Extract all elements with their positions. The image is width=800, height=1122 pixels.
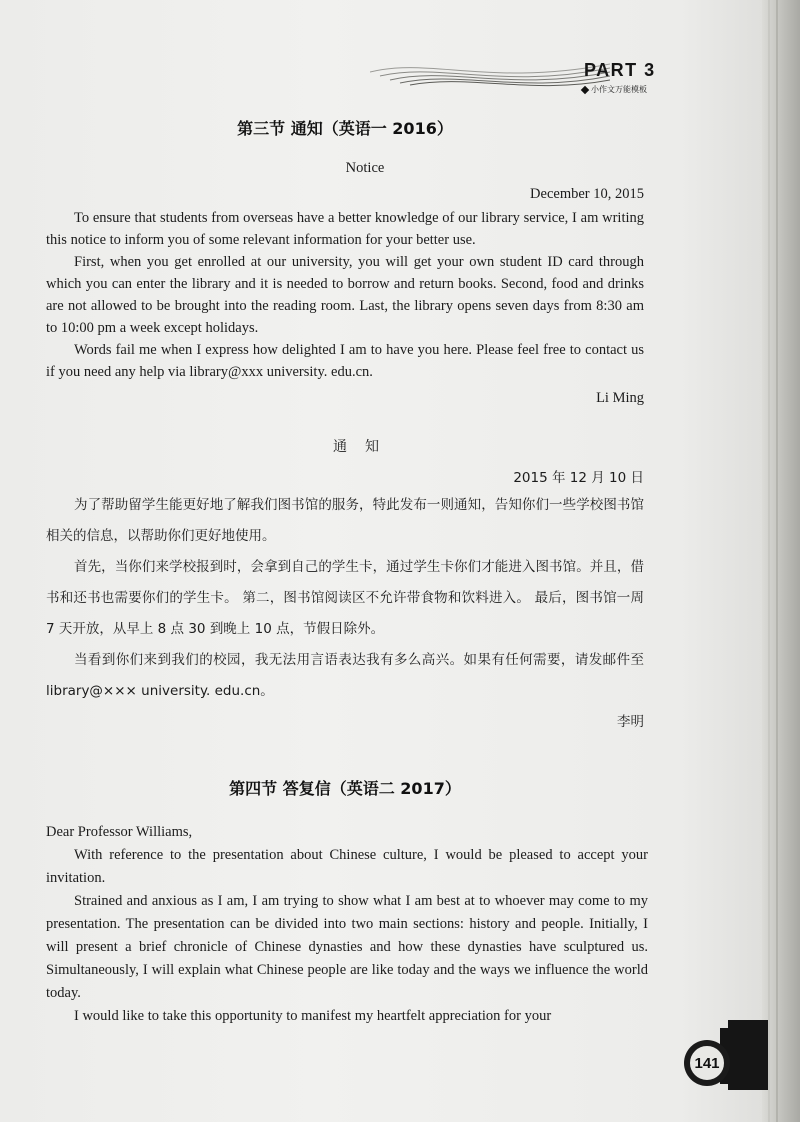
- notice-paragraph: To ensure that students from overseas have a better knowledge of our library service, I am writing this notice to inform you of some relevant information for your better use.: [46, 210, 644, 248]
- cn-notice-paragraph: 当看到你们来到我们的校园，我无法用言语表达我有多么高兴。如果有任何需要，请发邮件至library@××× university. edu.cn。: [46, 652, 644, 699]
- page-edge: [762, 0, 800, 1122]
- notice-paragraph: Words fail me when I express how delighted I am to have you here. Please feel free to contact us if you need any help via library@xxx university. edu.cn.: [46, 342, 644, 380]
- notice-paragraph: First, when you get enrolled at our university, you will get your own student ID card through which you can enter the library and it is needed to borrow and return books. Second, food and drinks are not allowed to be brought into the reading room. Last, the library opens seven days from 8:30 am to 10:00 pm a week except holidays.: [46, 254, 644, 336]
- cn-notice-signature: 李明: [617, 714, 644, 730]
- page-number: 141: [688, 1044, 726, 1082]
- page-tab-marker: [728, 1020, 768, 1090]
- header-wave-ornament: [370, 52, 610, 96]
- notice-signature: Li Ming: [596, 390, 644, 406]
- cn-notice-paragraph: 首先，当你们来学校报到时，会拿到自己的学生卡，通过学生卡你们才能进入图书馆。并且，借书和还书也需要你们的学生卡。 第二，图书馆阅读区不允许带食物和饮料进入。 最后，图书馆一周 7 天开放，从早上 8 点 30 到晚上 10 点，节假日除外。: [46, 559, 644, 637]
- reply-letter-body: [46, 821, 648, 1028]
- part-label: PART 3: [584, 60, 656, 80]
- cn-notice-body: [46, 490, 644, 707]
- part-subtitle: [582, 84, 647, 95]
- notice-date: December 10, 2015: [530, 186, 644, 202]
- section3-title: 第三节 通知（英语一 2016）: [237, 119, 453, 138]
- section4-title: 第四节 答复信（英语二 2017）: [229, 779, 461, 798]
- cn-notice-paragraph: 为了帮助留学生能更好地了解我们图书馆的服务，特此发布一则通知，告知你们一些学校图书馆相关的信息，以帮助你们更好地使用。: [46, 497, 644, 544]
- cn-notice-heading: 通知: [333, 439, 397, 455]
- notice-body: [46, 207, 644, 383]
- cn-notice-date: 2015 年 12 月 10 日: [513, 470, 644, 486]
- letter-paragraph: Strained and anxious as I am, I am trying to show what I am best at to whoever may come to my presentation. The presentation can be divided into two main sections: history and people. Initially, I will present a brief chronicle of Chinese dynasties and how these dynasties have sculptured us. Simultaneously, I will explain what Chinese people are like today and the ways we influence the world today.: [46, 893, 648, 1001]
- part-subtitle-text: 小作文万能模板: [591, 85, 647, 94]
- letter-salutation: Dear Professor Williams,: [46, 824, 193, 840]
- notice-heading: Notice: [345, 160, 385, 176]
- diamond-icon: [581, 85, 589, 93]
- letter-paragraph: With reference to the presentation about Chinese culture, I would be pleased to accept your invitation.: [46, 847, 648, 886]
- letter-paragraph: I would like to take this opportunity to manifest my heartfelt appreciation for your: [74, 1008, 552, 1024]
